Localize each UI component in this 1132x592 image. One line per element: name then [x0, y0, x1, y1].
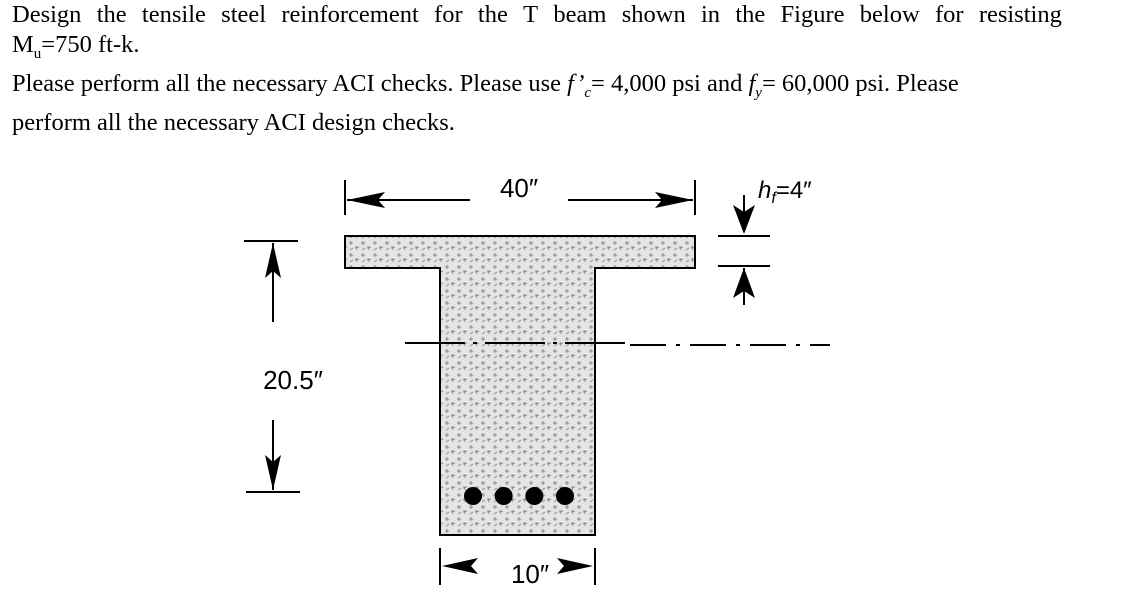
fy-value: = 60,000 psi. Please — [761, 70, 959, 97]
problem-line-1-word: the — [477, 1, 508, 28]
hf-label-sub: f — [771, 190, 776, 207]
hf-label — [758, 177, 812, 207]
moment-value: =750 ft-k. — [41, 31, 140, 58]
design-checks-text: perform all the necessary ACI design checks. — [12, 109, 455, 136]
web-dim-arrow-right — [557, 558, 593, 574]
fy-symbol: f — [748, 70, 756, 97]
hf-label-value: =4″ — [775, 177, 812, 204]
depth-label: 20.5″ — [263, 365, 323, 395]
rebar — [495, 487, 513, 505]
flange-width-label: 40″ — [499, 173, 539, 203]
fc-value: = 4,000 psi and — [591, 70, 749, 97]
t-section-outline — [345, 236, 695, 535]
problem-line-1-word: Figure — [780, 1, 845, 28]
hf-label-h: h — [758, 177, 772, 204]
problem-line-1-word: reinforcement — [281, 1, 419, 28]
problem-line-1-word: Design — [12, 1, 82, 28]
problem-line-1-word: for — [934, 1, 964, 28]
problem-line-1-word: for — [434, 1, 463, 28]
rebar — [556, 487, 574, 505]
web-width-label: 10″ — [510, 559, 550, 589]
problem-line-1-word: in — [700, 1, 721, 28]
problem-line-1-word: beam — [553, 1, 607, 28]
fy-subscript: y — [755, 85, 762, 101]
problem-line-1-word: below — [859, 1, 920, 28]
rebar — [525, 487, 543, 505]
problem-line-1-word: the — [96, 1, 127, 28]
fc-subscript: c — [584, 85, 592, 101]
checks-text: Please perform all the necessary ACI checks. Please use — [12, 70, 568, 97]
web-dim-arrow-left — [442, 558, 478, 574]
problem-line-1-word: tensile — [141, 1, 206, 28]
problem-line-1-word: steel — [221, 1, 267, 28]
fc-symbol: f’ — [567, 70, 585, 97]
problem-line-1-word: shown — [621, 1, 686, 28]
problem-line-1-word: T — [523, 1, 539, 28]
problem-line-1-word: the — [735, 1, 766, 28]
moment-symbol: M — [12, 31, 34, 58]
moment-subscript: u — [33, 46, 42, 62]
problem-line-1-word: resisting — [978, 1, 1062, 28]
rebar — [464, 487, 482, 505]
